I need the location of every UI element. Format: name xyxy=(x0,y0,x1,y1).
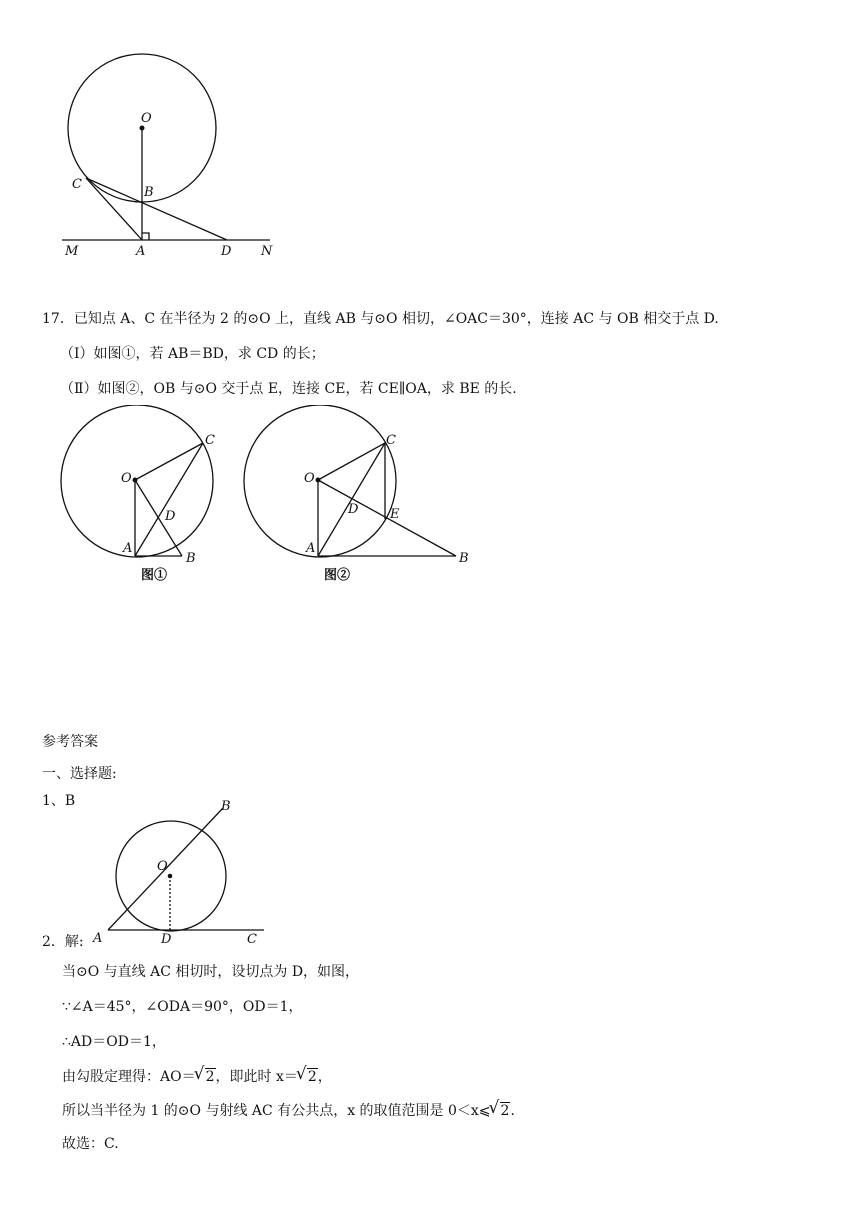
segment-oc xyxy=(318,443,385,480)
label-n: N xyxy=(261,244,273,259)
label-d: D xyxy=(348,502,359,517)
label-c: C xyxy=(247,932,257,947)
label-d: D xyxy=(165,509,176,524)
sqrt-2: √ 2 xyxy=(491,1102,511,1120)
label-a: A xyxy=(123,541,133,556)
label-o: O xyxy=(157,859,168,874)
segment-ca xyxy=(86,178,142,240)
segment-cd xyxy=(86,178,227,240)
label-d: D xyxy=(221,244,232,259)
answer-2-line-6: 故选：C. xyxy=(62,1136,119,1152)
label-b: B xyxy=(144,185,154,200)
line-4-end: ， xyxy=(317,1069,332,1085)
point-o xyxy=(140,126,145,131)
line-4-pre: 由勾股定理得：AO＝ xyxy=(62,1069,196,1085)
answers-section: 一、选择题: xyxy=(42,766,117,782)
answer-2-line-5 xyxy=(62,1102,515,1120)
segment-oc xyxy=(135,443,203,480)
label-o: O xyxy=(141,111,152,126)
label-b: B xyxy=(186,551,196,566)
answers-title: 参考答案 xyxy=(42,734,98,750)
line-5-end: . xyxy=(510,1103,515,1119)
label-a: A xyxy=(93,931,103,946)
label-c: C xyxy=(386,433,396,448)
label-c: C xyxy=(72,177,82,192)
sqrt-2: √ 2 xyxy=(196,1068,216,1086)
line-5-pre: 所以当半径为 1 的⊙O 与射线 AC 有公共点，x 的取值范围是 0＜x⩽ xyxy=(62,1103,491,1119)
problem17-part2: （Ⅱ）如图②，OB 与⊙O 交于点 E，连接 CE，若 CE∥OA，求 BE 的长. xyxy=(60,381,517,397)
label-c: C xyxy=(205,433,215,448)
segment-ac xyxy=(318,443,385,556)
figure-answer-1 xyxy=(90,790,280,950)
segment-ac xyxy=(135,443,203,556)
problem17-stem: 17．已知点 A、C 在半径为 2 的⊙O 上，直线 AB 与⊙O 相切，∠OAC＝30°，连接 AC 与 OB 相交于点 D. xyxy=(42,311,719,327)
label-a: A xyxy=(306,541,316,556)
label-o: O xyxy=(304,471,315,486)
label-b: B xyxy=(459,551,469,566)
answer-2-line-1: 当⊙O 与直线 AC 相切时，设切点为 D，如图， xyxy=(62,964,360,980)
label-e: E xyxy=(390,507,400,522)
answer-1: 1、B xyxy=(42,793,76,809)
segment-ob xyxy=(318,480,456,556)
figure-top xyxy=(55,45,285,265)
point-o xyxy=(168,874,173,879)
label-b: B xyxy=(221,799,231,814)
problem17-part1: （Ⅰ）如图①，若 AB＝BD，求 CD 的长； xyxy=(60,346,325,362)
answer-2-line-2: ∵∠A＝45°，∠ODA＝90°，OD＝1， xyxy=(62,999,303,1015)
answer-2-line-4 xyxy=(62,1068,332,1086)
label-d: D xyxy=(161,932,172,947)
sqrt-2: √ 2 xyxy=(298,1068,318,1086)
answer-2-line-3: ∴AD＝OD＝1， xyxy=(62,1034,166,1050)
label-a: A xyxy=(136,244,146,259)
figure-1 xyxy=(55,405,230,585)
line-4-mid: ，即此时 x＝ xyxy=(215,1069,298,1085)
point-o xyxy=(316,478,321,483)
figure-2 xyxy=(238,405,478,585)
label-m: M xyxy=(65,244,79,259)
right-angle-mark xyxy=(142,233,149,240)
figure-1-caption: 图① xyxy=(141,568,168,583)
label-o: O xyxy=(121,471,132,486)
point-o xyxy=(133,478,138,483)
figure-2-caption: 图② xyxy=(324,568,351,583)
answer-2-head: 2．解: xyxy=(42,934,84,950)
